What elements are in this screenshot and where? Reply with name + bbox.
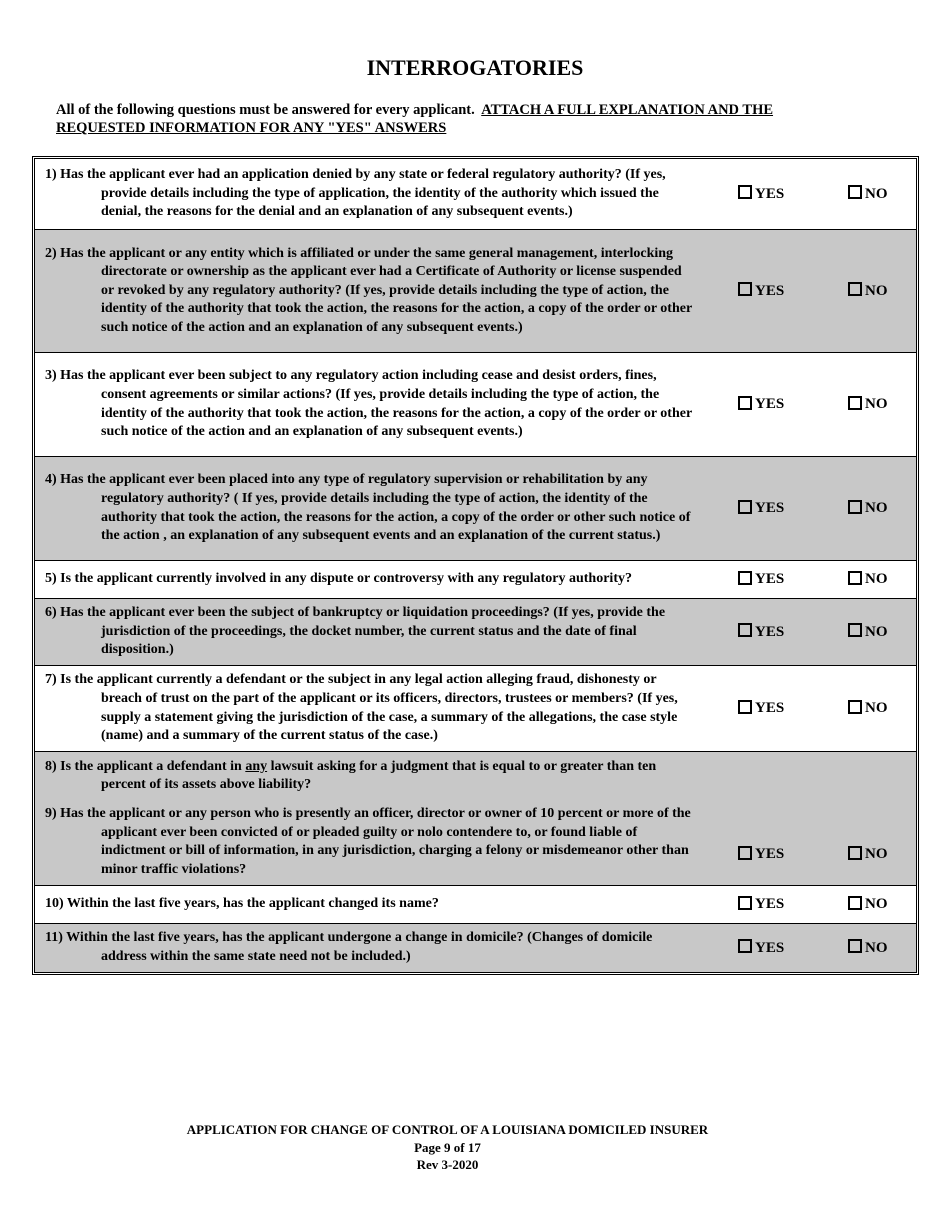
no-option-11[interactable]: NO: [848, 940, 888, 957]
checkbox-icon[interactable]: [738, 939, 752, 953]
no-option-5[interactable]: NO: [848, 571, 888, 588]
question-row-7: [35, 666, 916, 752]
question-row-5: [35, 561, 916, 599]
question-row-6: [35, 599, 916, 666]
yes-option-6[interactable]: YES: [738, 624, 848, 641]
no-option-3[interactable]: NO: [848, 396, 888, 413]
footer-page-number: Page 9 of 17: [414, 1139, 481, 1155]
checkbox-icon[interactable]: [848, 846, 862, 860]
question-text-11: 11) Within the last five years, has the applicant undergone a change in domicile? (Changes of domicile address within the same state need not be included.): [45, 930, 653, 964]
yes-option-10[interactable]: YES: [738, 896, 848, 913]
question-text-9: 9) Has the applicant or any person who is presently an officer, director or owner of 10 percent or more of the applicant ever been convicted of or pleaded guilty or nolo contendere to, or found liable of indictment or bill of information, in any jurisdiction, charging a felony or misdemeanor other than minor traffic violations?: [45, 805, 691, 877]
checkbox-icon[interactable]: [738, 846, 752, 860]
no-option-7[interactable]: NO: [848, 700, 888, 717]
yes-option-3[interactable]: YES: [738, 396, 848, 413]
checkbox-icon[interactable]: [738, 623, 752, 637]
checkbox-icon[interactable]: [848, 623, 862, 637]
instructions: [56, 101, 856, 137]
checkbox-icon[interactable]: [848, 571, 862, 585]
checkbox-icon[interactable]: [738, 185, 752, 199]
question-text-7: 7) Is the applicant currently a defendant or the subject in any legal action alleging fraud, dishonesty or breach of trust on the part of the applicant or its officers, directors, trustees or members? (If yes, supply a statement giving the jurisdiction of the case, a summary of the allegations, the case style (name) and a summary of the current status of the case.): [45, 672, 678, 744]
question-text-3: 3) Has the applicant ever been subject to any regulatory action including cease and desist orders, fines, consent agreements or similar actions? (If yes, provide details including the type of action, the identity of the authority that took the action, the reasons for the action, a copy of the order or other such notice of the action and an explanation of any subsequent events.): [45, 368, 692, 440]
checkbox-icon[interactable]: [738, 700, 752, 714]
instructions-underlined: ATTACH A FULL EXPLANATION AND THE REQUESTED INFORMATION FOR ANY "YES" ANSWERS: [56, 102, 774, 136]
checkbox-icon[interactable]: [848, 396, 862, 410]
yes-option-9[interactable]: YES: [738, 846, 848, 863]
checkbox-icon[interactable]: [848, 500, 862, 514]
checkbox-icon[interactable]: [848, 939, 862, 953]
checkbox-icon[interactable]: [738, 396, 752, 410]
checkbox-icon[interactable]: [848, 700, 862, 714]
checkbox-icon[interactable]: [738, 571, 752, 585]
checkbox-icon[interactable]: [738, 896, 752, 910]
yes-option-5[interactable]: YES: [738, 571, 848, 588]
checkbox-icon[interactable]: [738, 282, 752, 296]
question-row-4: [35, 457, 916, 561]
question-text-6: 6) Has the applicant ever been the subject of bankruptcy or liquidation proceedings? (If yes, provide the jurisdiction of the proceedings, the docket number, the current status and the date of final disposition.): [45, 605, 666, 658]
checkbox-icon[interactable]: [738, 500, 752, 514]
footer-form-title: APPLICATION FOR CHANGE OF CONTROL OF A LOUISIANA DOMICILED INSURER: [186, 1122, 709, 1137]
interrogatories-table: [32, 156, 919, 975]
question-text-5: 5) Is the applicant currently involved in any dispute or controversy with any regulatory authority?: [45, 571, 632, 587]
question-text-8: 8) Is the applicant a defendant in any lawsuit asking for a judgment that is equal to or greater than ten percent of its assets above liability?: [45, 758, 657, 793]
question-row-8-9: [35, 752, 916, 886]
question-text-1: 1) Has the applicant ever had an application denied by any state or federal regulatory authority? (If yes, provide details including the type of application, the identity of the authority which issued the denial, the reasons for the denial and an explanation of any subsequent events.): [45, 167, 666, 220]
checkbox-icon[interactable]: [848, 185, 862, 199]
no-option-4[interactable]: NO: [848, 500, 888, 517]
yes-option-7[interactable]: YES: [738, 700, 848, 717]
question-text-4: 4) Has the applicant ever been placed into any type of regulatory supervision or rehabilitation by any regulatory authority? ( If yes, provide details including the type of action, the identity of the authority that took the action, the reasons for the action, a copy of the order or other such notice of the action , an explanation of any subsequent events and an explanation of the current status.): [45, 472, 691, 544]
yes-option-4[interactable]: YES: [738, 500, 848, 517]
question-row-10: [35, 886, 916, 924]
yes-option-11[interactable]: YES: [738, 940, 848, 957]
page-title: INTERROGATORIES: [366, 55, 584, 80]
footer-revision: Rev 3-2020: [416, 1157, 479, 1172]
yes-option-1[interactable]: YES: [738, 186, 848, 203]
question-text-10: 10) Within the last five years, has the applicant changed its name?: [45, 896, 439, 912]
question-text-2: 2) Has the applicant or any entity which is affiliated or under the same general management, interlocking directorate or ownership as the applicant ever had a Certificate of Authority or license suspended or revoked by any regulatory authority? (If yes, provide details including the type of action, the identity of the authority that took the action, the reasons for the action, a copy of the order or other such notice of the action and an explanation of any subsequent events.): [45, 245, 692, 335]
no-option-1[interactable]: NO: [848, 186, 888, 203]
yes-option-2[interactable]: YES: [738, 283, 848, 300]
question-row-3: [35, 353, 916, 457]
no-option-6[interactable]: NO: [848, 624, 888, 641]
checkbox-icon[interactable]: [848, 282, 862, 296]
checkbox-icon[interactable]: [848, 896, 862, 910]
page-footer: [0, 1121, 895, 1174]
question-text-8-9: [35, 752, 693, 886]
question-row-1: [35, 159, 916, 230]
no-option-9[interactable]: NO: [848, 846, 888, 863]
question-row-11: [35, 924, 916, 972]
question-row-2: [35, 230, 916, 353]
instructions-text: All of the following questions must be answered for every applicant.: [56, 102, 475, 118]
no-option-2[interactable]: NO: [848, 283, 888, 300]
no-option-10[interactable]: NO: [848, 896, 888, 913]
